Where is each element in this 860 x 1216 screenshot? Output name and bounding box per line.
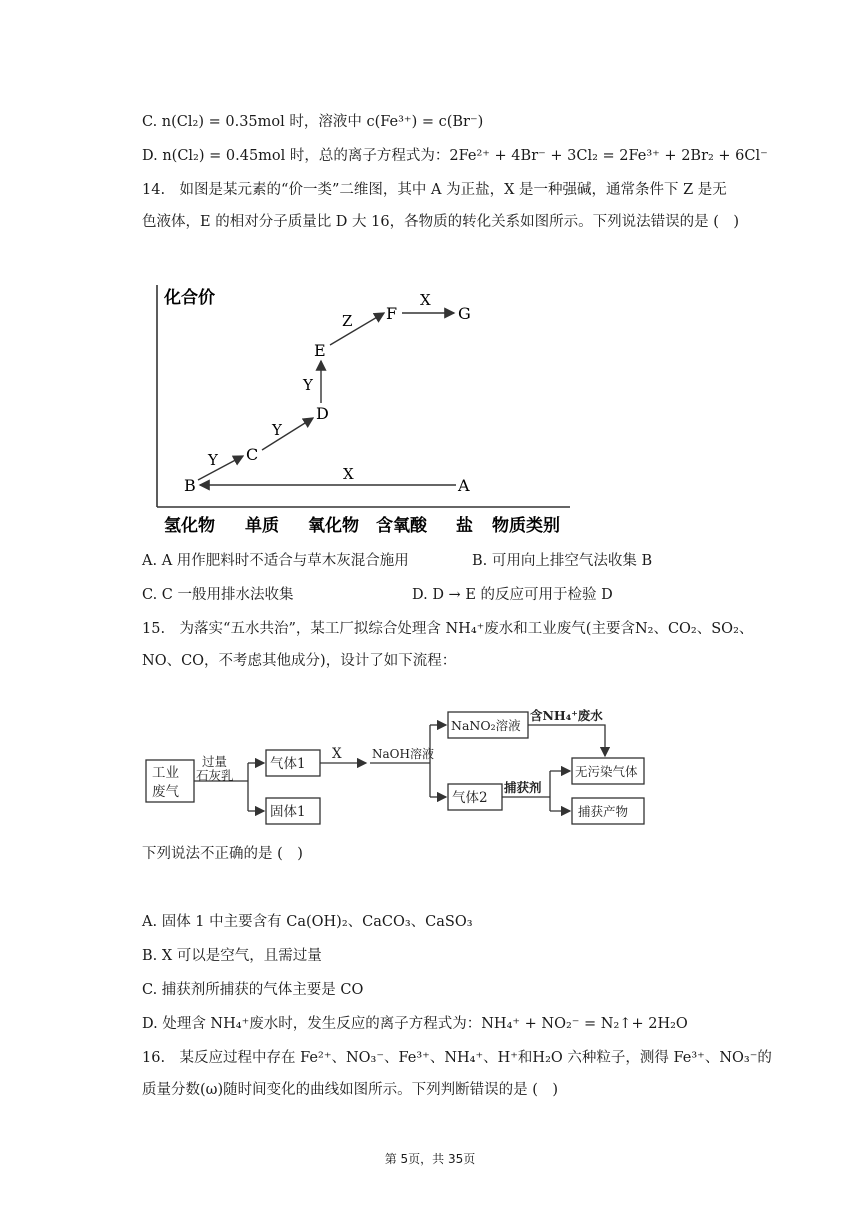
arrow-e-f [330, 313, 384, 345]
flow-capture-agent: 捕获剂 [504, 780, 542, 795]
x-category-oxyacid: 含氧酸 [376, 516, 427, 536]
node-e: E [314, 341, 326, 360]
page-footer: 第 5页，共 35页 [384, 1152, 476, 1166]
q13-option-d: D. n(Cl₂) = 0.45mol 时，总的离子方程式为：2Fe²⁺ + 4Br⁻ + 3Cl₂ = 2Fe³⁺ + 2Br₂ + 6Cl⁻ [142, 148, 768, 164]
edge-label-y2: Y [272, 421, 282, 439]
q14-valence-class-diagram [140, 275, 590, 545]
edge-label-z: Z [342, 312, 353, 330]
x-axis-label: 物质类别 [492, 516, 560, 536]
flow-x-label: X [332, 746, 342, 762]
x-category-hydride: 氢化物 [164, 516, 215, 536]
flow-wastewater: 含NH₄⁺废水 [530, 708, 603, 723]
flow-solid1: 固体1 [270, 804, 306, 820]
arrow-c-d [262, 418, 313, 450]
node-c: C [246, 445, 259, 464]
q15-option-c: C. 捕获剂所捕获的气体主要是 CO [142, 982, 364, 998]
arrow-b-c [198, 456, 243, 480]
node-b: B [184, 476, 196, 495]
edge-label-x2: X [343, 465, 354, 483]
q15-stem-line2: NO、CO，不考虑其他成分)，设计了如下流程： [142, 653, 457, 669]
q14-option-d: D. D → E 的反应可用于检验 D [412, 587, 613, 603]
flow-reagent-line2: 石灰乳 [196, 768, 234, 783]
flow-naoh: NaOH溶液 [372, 747, 434, 761]
flow-nano2: NaNO₂溶液 [451, 718, 521, 733]
q15-option-b: B. X 可以是空气，且需过量 [142, 948, 322, 964]
flow-reagent-line1: 过量 [202, 754, 228, 769]
flow-gas2: 气体2 [452, 790, 488, 806]
node-g: G [458, 304, 471, 323]
edge-label-y1: Y [208, 451, 218, 469]
x-category-element: 单质 [245, 516, 279, 536]
q15-stem-line1: 15. 为落实“五水共治”，某工厂拟综合处理含 NH₄⁺废水和工业废气(主要含N₂、CO₂、SO₂、 [142, 621, 754, 637]
edge-label-y3: Y [303, 376, 313, 394]
q16-stem-line2: 质量分数(ω)随时间变化的曲线如图所示。下列判断错误的是 ( ) [142, 1082, 559, 1098]
node-a: A [458, 476, 470, 495]
node-d: D [316, 404, 329, 423]
q15-flowchart [140, 700, 650, 830]
x-category-oxide: 氧化物 [308, 516, 359, 536]
q14-option-a: A. A 用作肥料时不适合与草木灰混合施用 [142, 553, 409, 569]
q15-option-d: D. 处理含 NH₄⁺废水时，发生反应的离子方程式为：NH₄⁺ + NO₂⁻ = N₂↑+ 2H₂O [142, 1016, 688, 1032]
edge-label-x1: X [420, 291, 431, 309]
flow-clean-gas: 无污染气体 [575, 764, 638, 779]
flow-source-line2: 废气 [152, 784, 179, 800]
flow-source-line1: 工业 [152, 765, 179, 781]
q14-option-b: B. 可用向上排空气法收集 B [472, 553, 653, 569]
q14-stem-line2: 色液体，E 的相对分子质量比 D 大 16，各物质的转化关系如图所示。下列说法错误的是 ( ) [142, 214, 740, 230]
y-axis-label: 化合价 [164, 288, 215, 308]
x-category-salt: 盐 [456, 516, 473, 536]
q15-option-a: A. 固体 1 中主要含有 Ca(OH)₂、CaCO₃、CaSO₃ [142, 914, 473, 930]
q15-prompt: 下列说法不正确的是 ( ) [142, 846, 303, 862]
q16-stem-line1: 16. 某反应过程中存在 Fe²⁺、NO₃⁻、Fe³⁺、NH₄⁺、H⁺和H₂O 六种粒子，测得 Fe³⁺、NO₃⁻的 [142, 1050, 772, 1066]
q13-option-c: C. n(Cl₂) = 0.35mol 时，溶液中 c(Fe³⁺) = c(Br⁻) [142, 114, 484, 130]
node-f: F [386, 304, 398, 323]
q14-stem-line1: 14. 如图是某元素的“价一类”二维图，其中 A 为正盐，X 是一种强碱，通常条件下 Z 是无 [142, 182, 727, 198]
flow-gas1: 气体1 [270, 756, 306, 772]
flow-capture-product: 捕获产物 [578, 804, 629, 819]
q14-option-c: C. C 一般用排水法收集 [142, 587, 294, 603]
